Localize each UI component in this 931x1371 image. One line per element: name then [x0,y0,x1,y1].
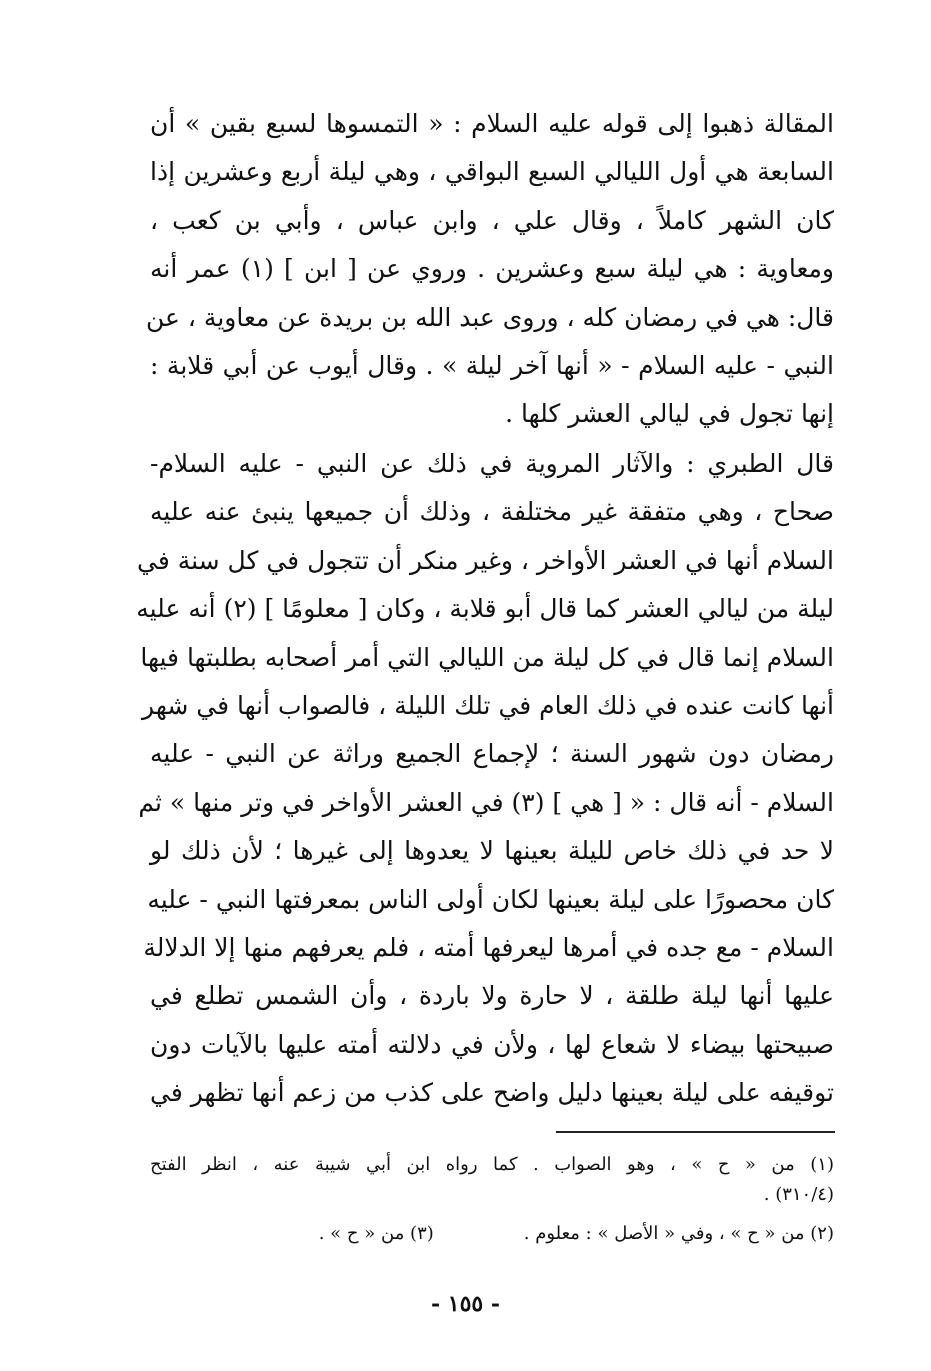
text-line: قال: هي في رمضان كله ، وروى عبد الله بن بريدة عن معاوية ، عن [146,302,834,332]
text-line: أنها كانت عنده في ذلك العام في تلك الليلة ، فالصواب أنها في شهر [142,690,834,720]
footnote-divider [556,1131,835,1133]
footnote-2: (٢) من « ح » ، وفي « الأصل » : معلوم . [523,1223,834,1244]
footnote-1 [150,1150,834,1210]
text-line: السلام إنما قال في كل ليلة من الليالي التي أمر أصحابه بطلبتها فيها [140,642,834,672]
text-line: السابعة هي أول الليالي السبع البواقي ، وهي ليلة أربع وعشرين إذا [150,157,834,187]
footnote-row [150,1219,834,1249]
page-number: - ١٥٥ - [430,1291,501,1317]
text-line: ليلة من ليالي العشر كما قال أبو قلابة ، وكان [ معلومًا ] (٢) أنه عليه [136,594,834,624]
text-line: كان الشهر كاملاً ، وقال علي ، وابن عباس ، وأبي بن كعب ، [150,205,834,235]
text-line: النبي - عليه السلام - « أنها آخر ليلة » . وقال أيوب عن أبي قلابة : [150,350,834,380]
footnote-3: (٣) من « ح » . [318,1223,434,1244]
text-line: إنها تجول في ليالي العشر كلها . [505,399,834,429]
text-line: توقيفه على ليلة بعينها دليل واضح على كذب من زعم أنها تظهر في [150,1078,834,1108]
text-line: السلام - أنه قال : « [ هي ] (٣) في العشر الأواخر في وتر منها » ثم [138,787,834,817]
paragraph-2 [136,440,835,1117]
text-line: كان محصورًا على ليلة بعينها لكان أولى الناس بمعرفتها النبي - عليه [147,884,834,914]
footnote-1-line-2: (٣١٠/٤) . [763,1184,834,1205]
text-line: المقالة ذهبوا إلى قوله عليه السلام : « التمسوها لسبع بقين » أن [150,109,834,138]
text-line: عليها أنها ليلة طلقة ، لا حارة ولا باردة ، وأن الشمس تطلع في [150,981,835,1011]
text-line: قال الطبري : والآثار المروية في ذلك عن النبي - عليه السلام- [150,449,834,478]
text-line: السلام - مع جده في أمرها ليعرفها أمته ، فلم يعرفهم منها إلا الدلالة [143,932,834,962]
text-line: السلام أنها في العشر الأواخر ، وغير منكر أن تتجول في كل سنة في [136,545,834,575]
paragraph-1 [146,100,835,439]
text-line: رمضان دون شهور السنة ؛ لإجماع الجميع وراثة عن النبي - عليه [150,739,834,769]
text-line: ومعاوية : هي ليلة سبع وعشرين . وروي عن [ ابن ] (١) عمر أنه [150,254,835,284]
text-line: لا حد في ذلك خاص لليلة بعينها لا يعدوها إلى غيرها ؛ لأن ذلك لو [150,836,834,866]
text-line: صبيحتها بيضاء لا شعاع لها ، ولأن في دلالته أمته عليها بالآيات دون [150,1029,834,1059]
footnote-1-line-1: (١) من « ح » ، وهو الصواب . كما رواه ابن أبي شيبة عنه ، انظر الفتح [150,1154,834,1175]
text-line: صحاح ، وهي متفقة غير مختلفة ، وذلك أن جميعها ينبئ عنه عليه [150,497,834,527]
